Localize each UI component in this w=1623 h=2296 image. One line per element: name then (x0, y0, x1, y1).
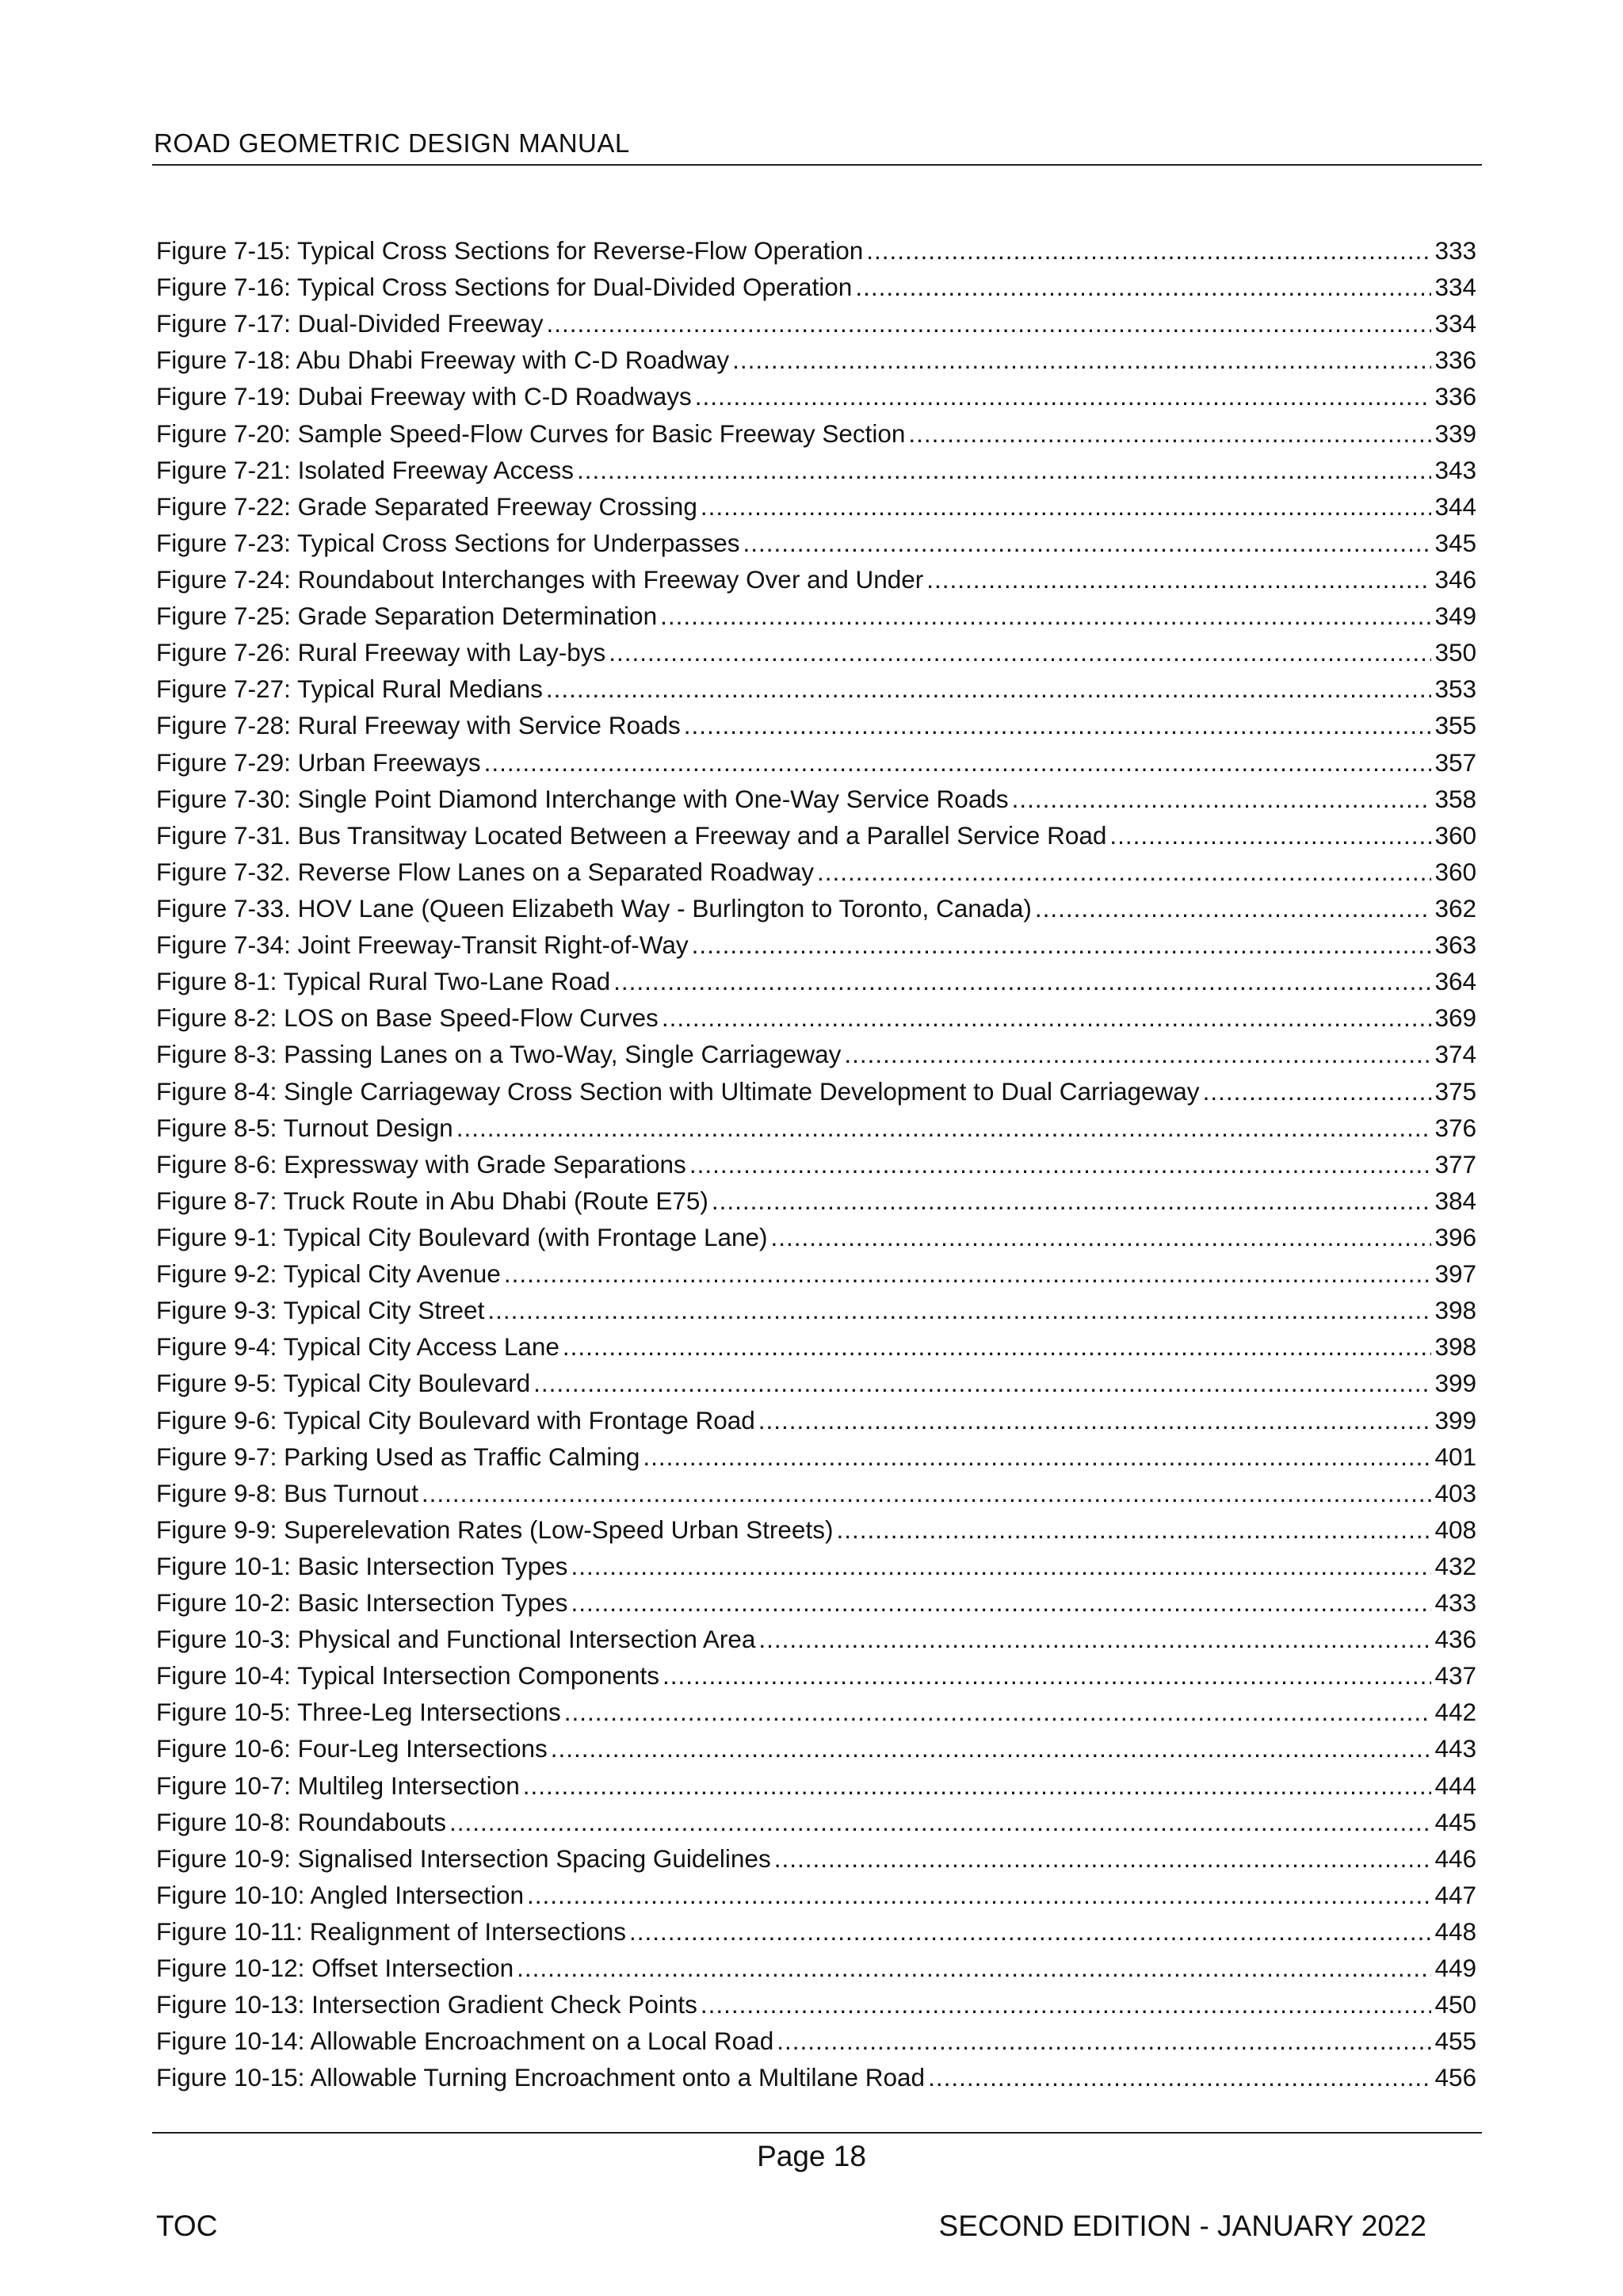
toc-entry-title: Figure 7-20: Sample Speed-Flow Curves for Basic Freeway Section (156, 418, 906, 448)
toc-entry-title: Figure 10-11: Realignment of Intersections (156, 1917, 626, 1946)
toc-entry[interactable] (156, 711, 1476, 747)
toc-entry[interactable] (156, 967, 1476, 1003)
toc-entry-title: Figure 7-27: Typical Rural Medians (156, 674, 543, 704)
toc-dot-leader (546, 309, 1431, 338)
toc-entry-title: Figure 7-26: Rural Freeway with Lay-bys (156, 638, 606, 667)
toc-entry-title: Figure 8-5: Turnout Design (156, 1113, 453, 1142)
toc-entry[interactable] (156, 1515, 1476, 1552)
toc-entry[interactable] (156, 1186, 1476, 1223)
toc-entry[interactable] (156, 1588, 1476, 1625)
toc-dot-leader (643, 1442, 1431, 1472)
footer-edition-label: SECOND EDITION - JANUARY 2022 (938, 2210, 1426, 2242)
toc-entry-title: Figure 7-33. HOV Lane (Queen Elizabeth Way - Burlington to Toronto, Canada) (156, 893, 1032, 923)
toc-entry[interactable] (156, 1552, 1476, 1588)
toc-dot-leader (613, 967, 1431, 996)
toc-dot-leader (1035, 894, 1432, 923)
toc-entry[interactable] (156, 894, 1476, 930)
toc-entry[interactable] (156, 1990, 1476, 2027)
toc-entry-title: Figure 7-16: Typical Cross Sections for Dual-Divided Operation (156, 273, 853, 302)
toc-dot-leader (629, 1917, 1431, 1946)
toc-entry[interactable] (156, 1150, 1476, 1186)
toc-dot-leader (743, 529, 1432, 558)
toc-entry-title: Figure 7-32. Reverse Flow Lanes on a Separated Roadway (156, 857, 814, 886)
toc-dot-leader (684, 711, 1432, 740)
toc-entry-title: Figure 9-9: Superelevation Rates (Low-Speed Urban Streets) (156, 1515, 834, 1544)
toc-dot-leader (692, 930, 1432, 960)
toc-entry-page: 339 (1434, 418, 1476, 448)
toc-entry-title: Figure 10-12: Offset Intersection (156, 1954, 514, 1983)
toc-entry-title: Figure 8-4: Single Carriageway Cross Section with Ultimate Development to Dual Carriageway (156, 1076, 1200, 1106)
toc-entry[interactable] (156, 1332, 1476, 1369)
toc-dot-leader (523, 1771, 1432, 1801)
toc-dot-leader (844, 1040, 1431, 1069)
toc-entry-page: 442 (1434, 1698, 1476, 1727)
toc-dot-leader (563, 1332, 1432, 1362)
toc-entry-title: Figure 9-2: Typical City Avenue (156, 1259, 501, 1289)
toc-entry[interactable] (156, 492, 1476, 529)
toc-entry[interactable] (156, 1040, 1476, 1076)
toc-entry-page: 357 (1434, 747, 1476, 777)
toc-entry[interactable] (156, 1625, 1476, 1661)
toc-entry-page: 353 (1434, 674, 1476, 704)
toc-entry-title: Figure 10-2: Basic Intersection Types (156, 1588, 568, 1618)
list-of-figures (156, 236, 1476, 2100)
toc-entry[interactable] (156, 638, 1476, 674)
toc-entry-page: 349 (1434, 602, 1476, 631)
toc-dot-leader (712, 1186, 1432, 1216)
toc-entry-page: 446 (1434, 1843, 1476, 1873)
toc-entry[interactable] (156, 1259, 1476, 1296)
toc-entry-page: 433 (1434, 1588, 1476, 1618)
toc-entry-title: Figure 9-7: Parking Used as Traffic Calming (156, 1442, 640, 1471)
toc-dot-leader (571, 1552, 1431, 1581)
toc-entry-title: Figure 8-6: Expressway with Grade Separations (156, 1149, 686, 1179)
toc-dot-leader (695, 382, 1432, 411)
toc-entry-title: Figure 10-1: Basic Intersection Types (156, 1551, 568, 1580)
toc-dot-leader (660, 602, 1431, 631)
toc-entry[interactable] (156, 602, 1476, 638)
toc-entry[interactable] (156, 1223, 1476, 1259)
toc-entry-title: Figure 8-3: Passing Lanes on a Two-Way, Single Carriageway (156, 1040, 842, 1069)
toc-entry-title: Figure 9-5: Typical City Boulevard (156, 1369, 531, 1398)
toc-entry-page: 401 (1434, 1442, 1476, 1471)
toc-entry-title: Figure 7-28: Rural Freeway with Service Roads (156, 711, 681, 740)
toc-entry-title: Figure 7-17: Dual-Divided Freeway (156, 309, 544, 338)
toc-entry-title: Figure 7-24: Roundabout Interchanges with Freeway Over and Under (156, 564, 924, 594)
toc-entry-page: 399 (1434, 1405, 1476, 1435)
toc-entry[interactable] (156, 1442, 1476, 1479)
toc-entry-title: Figure 7-30: Single Point Diamond Interchange with One-Way Service Roads (156, 784, 1009, 813)
toc-entry-page: 362 (1434, 893, 1476, 923)
toc-dot-leader (866, 236, 1431, 266)
toc-entry[interactable] (156, 565, 1476, 602)
toc-dot-leader (422, 1479, 1432, 1508)
toc-dot-leader (663, 1661, 1431, 1690)
toc-entry-page: 374 (1434, 1040, 1476, 1069)
toc-entry[interactable] (156, 419, 1476, 456)
toc-dot-leader (551, 1734, 1432, 1763)
toc-entry-page: 345 (1434, 528, 1476, 557)
toc-entry-page: 344 (1434, 491, 1476, 521)
toc-entry[interactable] (156, 2027, 1476, 2063)
toc-entry[interactable] (156, 1077, 1476, 1114)
toc-dot-leader (577, 456, 1431, 485)
toc-entry[interactable] (156, 456, 1476, 492)
toc-entry-page: 376 (1434, 1113, 1476, 1142)
toc-entry-page: 350 (1434, 638, 1476, 667)
toc-entry[interactable] (156, 1369, 1476, 1405)
toc-entry[interactable] (156, 748, 1476, 785)
toc-dot-leader (758, 1625, 1431, 1654)
toc-entry[interactable] (156, 930, 1476, 967)
toc-entry[interactable] (156, 2063, 1476, 2099)
toc-dot-leader (533, 1369, 1431, 1398)
toc-entry-page: 355 (1434, 711, 1476, 740)
toc-entry-title: Figure 10-13: Intersection Gradient Check Points (156, 1990, 697, 2019)
toc-entry-page: 336 (1434, 382, 1476, 411)
toc-entry-title: Figure 9-1: Typical City Boulevard (with Frontage Lane) (156, 1222, 768, 1251)
toc-dot-leader (504, 1259, 1432, 1289)
toc-entry[interactable] (156, 1296, 1476, 1332)
toc-dot-leader (571, 1588, 1431, 1618)
toc-dot-leader (449, 1808, 1431, 1837)
toc-dot-leader (484, 748, 1432, 777)
toc-entry-title: Figure 10-4: Typical Intersection Components (156, 1661, 659, 1690)
toc-entry-page: 360 (1434, 820, 1476, 850)
toc-entry[interactable] (156, 1954, 1476, 1990)
toc-entry-page: 447 (1434, 1880, 1476, 1909)
toc-dot-leader (926, 565, 1431, 594)
toc-entry-title: Figure 10-5: Three-Leg Intersections (156, 1698, 561, 1727)
toc-entry[interactable] (156, 674, 1476, 711)
toc-entry[interactable] (156, 309, 1476, 346)
toc-entry-page: 399 (1434, 1369, 1476, 1398)
footer-divider (152, 2132, 1482, 2134)
toc-entry-page: 437 (1434, 1661, 1476, 1690)
toc-dot-leader (774, 1844, 1432, 1874)
toc-entry-title: Figure 7-15: Typical Cross Sections for Reverse-Flow Operation (156, 236, 864, 265)
toc-entry-page: 377 (1434, 1149, 1476, 1179)
running-header: ROAD GEOMETRIC DESIGN MANUAL (154, 128, 630, 158)
toc-entry-title: Figure 7-19: Dubai Freeway with C-D Roadways (156, 382, 692, 411)
toc-entry[interactable] (156, 1844, 1476, 1881)
toc-entry-page: 444 (1434, 1771, 1476, 1800)
toc-dot-leader (609, 638, 1431, 667)
toc-entry[interactable] (156, 346, 1476, 382)
toc-dot-leader (701, 1990, 1432, 2019)
toc-dot-leader (817, 858, 1431, 887)
header-divider (152, 164, 1482, 166)
toc-entry-title: Figure 7-21: Isolated Freeway Access (156, 455, 574, 484)
toc-dot-leader (456, 1114, 1432, 1143)
toc-entry-page: 403 (1434, 1478, 1476, 1507)
toc-entry-title: Figure 10-6: Four-Leg Intersections (156, 1734, 548, 1763)
toc-entry-page: 343 (1434, 455, 1476, 484)
toc-entry-page: 448 (1434, 1917, 1476, 1946)
toc-dot-leader (487, 1296, 1431, 1325)
toc-entry[interactable] (156, 529, 1476, 565)
toc-dot-leader (564, 1698, 1432, 1727)
toc-entry-page: 346 (1434, 564, 1476, 594)
toc-entry-page: 398 (1434, 1296, 1476, 1325)
toc-dot-leader (928, 2063, 1431, 2092)
toc-entry-page: 398 (1434, 1332, 1476, 1362)
toc-entry-title: Figure 10-9: Signalised Intersection Spacing Guidelines (156, 1843, 771, 1873)
toc-entry[interactable] (156, 1808, 1476, 1844)
toc-entry[interactable] (156, 1661, 1476, 1698)
toc-entry-title: Figure 10-8: Roundabouts (156, 1807, 446, 1836)
toc-entry-page: 456 (1434, 2063, 1476, 2092)
toc-entry-page: 334 (1434, 309, 1476, 338)
toc-entry-page: 358 (1434, 784, 1476, 813)
toc-entry-page: 375 (1434, 1076, 1476, 1106)
toc-entry-title: Figure 9-4: Typical City Access Lane (156, 1332, 559, 1362)
toc-entry[interactable] (156, 1917, 1476, 1954)
toc-entry-title: Figure 9-8: Bus Turnout (156, 1478, 418, 1507)
toc-entry[interactable] (156, 1406, 1476, 1442)
toc-entry-page: 360 (1434, 857, 1476, 886)
toc-dot-leader (1109, 821, 1431, 850)
toc-entry[interactable] (156, 821, 1476, 858)
toc-dot-leader (701, 492, 1432, 521)
toc-entry-page: 432 (1434, 1551, 1476, 1580)
toc-entry-title: Figure 7-31. Bus Transitway Located Between a Freeway and a Parallel Service Road (156, 820, 1107, 850)
toc-dot-leader (855, 273, 1431, 302)
toc-dot-leader (732, 346, 1431, 375)
toc-entry-page: 436 (1434, 1625, 1476, 1654)
toc-entry-title: Figure 7-29: Urban Freeways (156, 747, 481, 777)
toc-entry-title: Figure 9-3: Typical City Street (156, 1296, 485, 1325)
toc-dot-leader (689, 1150, 1432, 1179)
toc-entry-page: 384 (1434, 1186, 1476, 1215)
toc-entry[interactable] (156, 382, 1476, 418)
toc-dot-leader (517, 1954, 1431, 1983)
toc-entry-page: 443 (1434, 1734, 1476, 1763)
toc-entry[interactable] (156, 785, 1476, 821)
toc-entry-page: 396 (1434, 1222, 1476, 1251)
page-number: Page 18 (757, 2140, 866, 2172)
toc-entry[interactable] (156, 1479, 1476, 1515)
toc-dot-leader (1203, 1077, 1432, 1106)
toc-entry-title: Figure 7-34: Joint Freeway-Transit Right-of-Way (156, 930, 689, 960)
toc-entry-title: Figure 10-14: Allowable Encroachment on a Local Road (156, 2027, 774, 2056)
toc-entry-page: 445 (1434, 1807, 1476, 1836)
toc-entry-page: 449 (1434, 1954, 1476, 1983)
toc-entry[interactable] (156, 858, 1476, 894)
toc-entry-title: Figure 10-10: Angled Intersection (156, 1880, 525, 1909)
toc-entry-title: Figure 8-1: Typical Rural Two-Lane Road (156, 967, 611, 996)
toc-entry-title: Figure 8-7: Truck Route in Abu Dhabi (Route E75) (156, 1186, 708, 1215)
toc-entry-page: 333 (1434, 236, 1476, 265)
toc-dot-leader (527, 1881, 1431, 1910)
toc-entry-title: Figure 7-25: Grade Separation Determination (156, 602, 658, 631)
toc-entry-page: 336 (1434, 346, 1476, 375)
toc-entry-page: 455 (1434, 2027, 1476, 2056)
toc-entry[interactable] (156, 1881, 1476, 1917)
toc-entry-page: 334 (1434, 273, 1476, 302)
toc-entry-title: Figure 7-23: Typical Cross Sections for Underpasses (156, 528, 740, 557)
toc-entry-page: 397 (1434, 1259, 1476, 1289)
toc-entry-page: 408 (1434, 1515, 1476, 1544)
toc-entry-title: Figure 8-2: LOS on Base Speed-Flow Curves (156, 1003, 659, 1033)
toc-dot-leader (836, 1515, 1431, 1545)
toc-entry-title: Figure 7-22: Grade Separated Freeway Crossing (156, 491, 697, 521)
toc-dot-leader (546, 674, 1432, 704)
toc-entry-page: 450 (1434, 1990, 1476, 2019)
toc-dot-leader (1012, 785, 1432, 814)
toc-entry[interactable] (156, 1771, 1476, 1808)
toc-entry-title: Figure 7-18: Abu Dhabi Freeway with C-D Roadway (156, 346, 730, 375)
toc-entry[interactable] (156, 273, 1476, 309)
toc-entry[interactable] (156, 1734, 1476, 1771)
toc-dot-leader (662, 1003, 1432, 1033)
toc-entry-page: 364 (1434, 967, 1476, 996)
toc-entry-title: Figure 10-15: Allowable Turning Encroachment onto a Multilane Road (156, 2063, 926, 2092)
toc-dot-leader (777, 2027, 1431, 2056)
toc-entry-title: Figure 10-3: Physical and Functional Intersection Area (156, 1625, 756, 1654)
toc-dot-leader (908, 419, 1431, 449)
footer-section-label: TOC (156, 2210, 218, 2242)
toc-entry-page: 369 (1434, 1003, 1476, 1033)
toc-entry[interactable] (156, 236, 1476, 273)
toc-entry-title: Figure 10-7: Multileg Intersection (156, 1771, 520, 1800)
toc-dot-leader (771, 1223, 1432, 1252)
toc-entry[interactable] (156, 1003, 1476, 1040)
toc-dot-leader (758, 1406, 1432, 1435)
toc-entry[interactable] (156, 1698, 1476, 1734)
toc-entry-title: Figure 9-6: Typical City Boulevard with Frontage Road (156, 1405, 755, 1435)
toc-entry[interactable] (156, 1114, 1476, 1150)
toc-entry-page: 363 (1434, 930, 1476, 960)
